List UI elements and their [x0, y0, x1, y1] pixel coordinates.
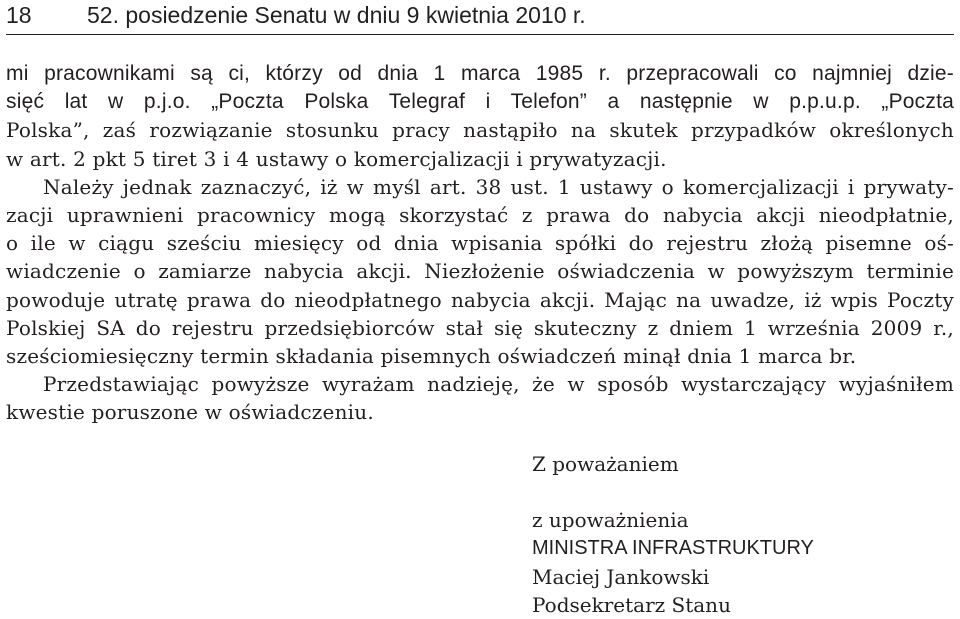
text-line: o ile w ciągu sześciu miesięcy od dnia wpisania spółki do rejestru złożą pisemne oś- [6, 231, 954, 256]
letter-body [6, 60, 954, 426]
text-line: Należy jednak zaznaczyć, iż w myśl art. 38 ust. 1 ustawy o komercjalizacji i prywaty- [43, 174, 954, 199]
running-header [6, 2, 954, 35]
text-line: zacji uprawnieni pracownicy mogą skorzystać z prawa do nabycia akcji nieodpłatnie, [6, 202, 954, 227]
running-title: 52. posiedzenie Senatu w dniu 9 kwietnia 2010 r. [87, 2, 586, 28]
text-line: powoduje utratę prawa do nieodpłatnego nabycia akcji. Mając na uwadze, iż wpis Poczty [6, 287, 954, 312]
signatory-title: Podsekretarz Stanu [532, 592, 731, 617]
text-line: sięć lat w p.j.o. „Poczta Polska Telegraf i Telefon” a następnie w p.p.u.p. „Poczta [6, 90, 954, 114]
page-number: 18 [6, 2, 32, 28]
authority-line: z upoważnienia [532, 508, 689, 533]
text-line: w art. 2 pkt 5 tiret 3 i 4 ustawy o komercjalizacji i prywatyzacji. [6, 146, 667, 171]
text-line: kwestie poruszone w oświadczeniu. [6, 400, 374, 425]
signatory-name: Maciej Jankowski [532, 564, 710, 589]
text-line: Przedstawiając powyższe wyrażam nadzieję, że w sposób wystarczający wyjaśniłem [43, 372, 954, 397]
text-line: wiadczenie o zamiarze nabycia akcji. Niezłożenie oświadczenia w powyższym terminie [6, 259, 954, 284]
signature-block [532, 450, 814, 619]
opening-paragraph [6, 60, 954, 116]
closing-phrase: Z poważaniem [532, 452, 679, 476]
text-line: sześciomiesięczny termin składania pisemnych oświadczeń minął dnia 1 marca br. [6, 343, 857, 368]
ministry-name: MINISTRA INFRASTRUKTURY [532, 537, 814, 560]
text-line: Polskiej SA do rejestru przedsiębiorców stał się skuteczny z dniem 1 września 2009 r., [6, 315, 954, 340]
text-line: Polska”, zaś rozwiązanie stosunku pracy nastąpiło na skutek przypadków określonych [6, 118, 954, 143]
text-line: mi pracownikami są ci, którzy od dnia 1 marca 1985 r. przepracowali co najmniej dzie- [6, 62, 954, 85]
